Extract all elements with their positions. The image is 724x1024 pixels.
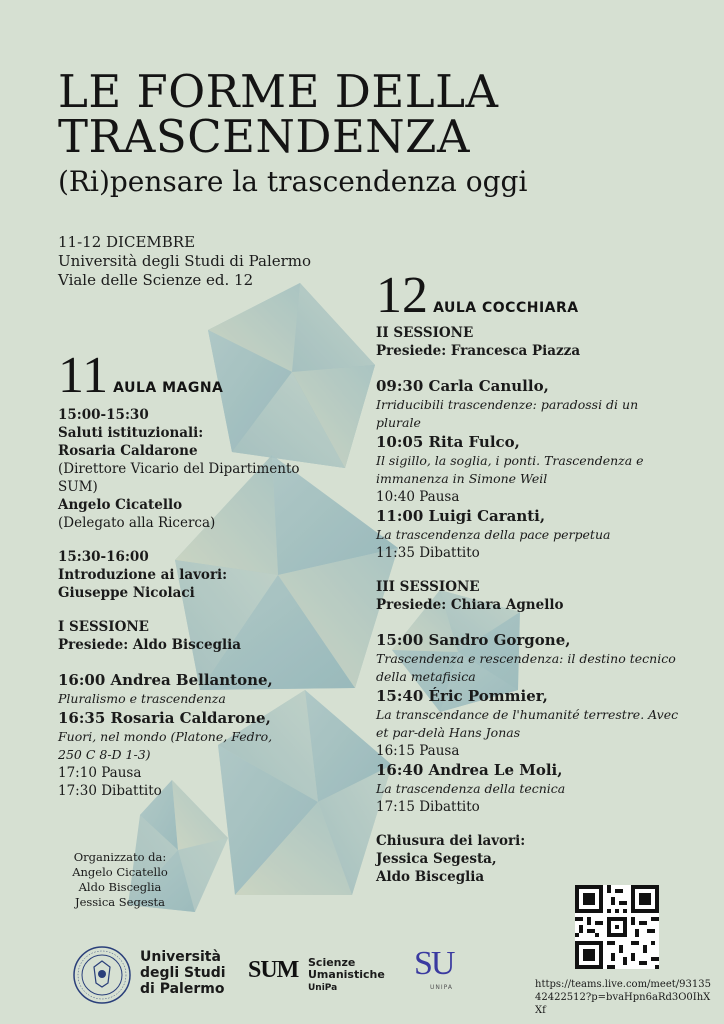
day12-talk1-title: Irriducibili trascendenze: paradossi di un plurale — [376, 397, 639, 430]
day11-talk2-title: Fuori, nel mondo (Platone, Fedro, 250 C 8-D 1-3) — [58, 729, 273, 762]
main-title-line2: TRASCENDENZA — [58, 110, 470, 163]
session2-label: II SESSIONE — [376, 325, 474, 341]
subtitle: (Ri)pensare la trascendenza oggi — [58, 165, 528, 198]
organizers-label: Organizzato da: — [73, 850, 167, 864]
day12-debate2: 17:15 Dibattito — [376, 799, 480, 815]
event-dates: 11-12 DICEMBRE — [58, 233, 196, 251]
day12-talk2-title: Il sigillo, la soglia, i ponti. Trascendenza e immanenza in Simone Weil — [376, 453, 644, 486]
su-caption: UNIPA — [430, 984, 453, 991]
session3-chair: Presiede: Chiara Agnello — [376, 597, 564, 613]
su-logo — [412, 946, 472, 996]
opening-time: 15:00-15:30 — [58, 407, 149, 423]
day12-talk3: 11:00 Luigi Caranti, — [376, 507, 546, 525]
day-11-number: 11 — [58, 347, 109, 404]
main-title-line1: LE FORME DELLA — [58, 65, 499, 118]
session1-chair: Presiede: Aldo Bisceglia — [58, 637, 242, 653]
day-11-program — [58, 406, 308, 800]
sum-text-line2: Umanistiche — [308, 968, 385, 981]
intro-speaker: Giuseppe Nicolaci — [58, 585, 195, 601]
day12-break1: 10:40 Pausa — [376, 489, 460, 505]
opening-title: Saluti istituzionali: — [58, 425, 204, 441]
day12-break2: 16:15 Pausa — [376, 743, 460, 759]
organizer-name: Aldo Bisceglia — [78, 880, 162, 894]
day11-talk1: 16:00 Andrea Bellantone, — [58, 671, 273, 689]
closing-label: Chiusura dei lavori: — [376, 833, 526, 849]
organizers — [58, 850, 182, 910]
day12-talk5: 15:40 Éric Pommier, — [376, 687, 548, 705]
day-12-room: AULA COCCHIARA — [433, 300, 579, 316]
session2-chair: Presiede: Francesca Piazza — [376, 343, 581, 359]
day-12-program — [376, 324, 686, 886]
day-11-room: AULA MAGNA — [113, 380, 224, 396]
day12-talk6-title: La trascendenza della tecnica — [376, 781, 566, 796]
unipa-text-line3: di Palermo — [140, 981, 225, 997]
day12-talk2: 10:05 Rita Fulco, — [376, 433, 520, 451]
event-location — [58, 233, 311, 290]
unipa-seal-icon — [72, 945, 132, 1005]
qr-code-icon[interactable] — [575, 885, 659, 969]
sum-logo — [248, 955, 388, 995]
event-address: Viale delle Scienze ed. 12 — [58, 271, 254, 289]
intro-time: 15:30-16:00 — [58, 549, 149, 565]
opening-speaker1: Rosaria Caldarone — [58, 443, 198, 459]
day12-talk4-title: Trascendenza e rescendenza: il destino tecnico della metafisica — [376, 651, 676, 684]
intro-title: Introduzione ai lavori: — [58, 567, 228, 583]
opening-speaker1-role: (Direttore Vicario del Dipartimento SUM) — [58, 461, 300, 495]
sum-text-line1: Scienze — [308, 956, 356, 969]
unipa-text-line2: degli Studi — [140, 965, 226, 981]
day11-debate: 17:30 Dibattito — [58, 783, 162, 799]
session1-label: I SESSIONE — [58, 619, 149, 635]
day11-talk1-title: Pluralismo e trascendenza — [58, 691, 226, 706]
closing-speaker1: Jessica Segesta, — [376, 851, 497, 867]
day-11-heading — [58, 347, 224, 404]
closing-speaker2: Aldo Bisceglia — [376, 869, 485, 885]
day12-talk1: 09:30 Carla Canullo, — [376, 377, 549, 395]
organizer-name: Angelo Cicatello — [72, 865, 168, 879]
day11-break: 17:10 Pausa — [58, 765, 142, 781]
su-mark: SU — [414, 945, 454, 982]
opening-speaker2: Angelo Cicatello — [58, 497, 183, 513]
event-university: Università degli Studi di Palermo — [58, 252, 312, 270]
sum-mark: SUM — [248, 957, 299, 983]
day12-talk3-title: La trascendenza della pace perpetua — [376, 527, 611, 542]
unipa-logo — [72, 945, 242, 1005]
day12-talk6: 16:40 Andrea Le Moli, — [376, 761, 563, 779]
session3-label: III SESSIONE — [376, 579, 480, 595]
day12-talk4: 15:00 Sandro Gorgone, — [376, 631, 571, 649]
organizer-name: Jessica Segesta — [74, 895, 166, 909]
meeting-url[interactable]: https://teams.live.com/meet/9313542422512?p=bvaHpn6aRd3O0IhXXf — [535, 979, 711, 1016]
opening-speaker2-role: (Delegato alla Ricerca) — [58, 515, 216, 531]
day12-debate1: 11:35 Dibattito — [376, 545, 480, 561]
unipa-text-line1: Università — [140, 949, 221, 965]
day-12-heading — [376, 267, 579, 324]
sum-text-line3: UniPa — [308, 983, 338, 993]
day-12-number: 12 — [376, 267, 428, 324]
day12-talk5-title: La transcendance de l'humanité terrestre. Avec et par-delà Hans Jonas — [376, 707, 679, 740]
day11-talk2: 16:35 Rosaria Caldarone, — [58, 709, 271, 727]
